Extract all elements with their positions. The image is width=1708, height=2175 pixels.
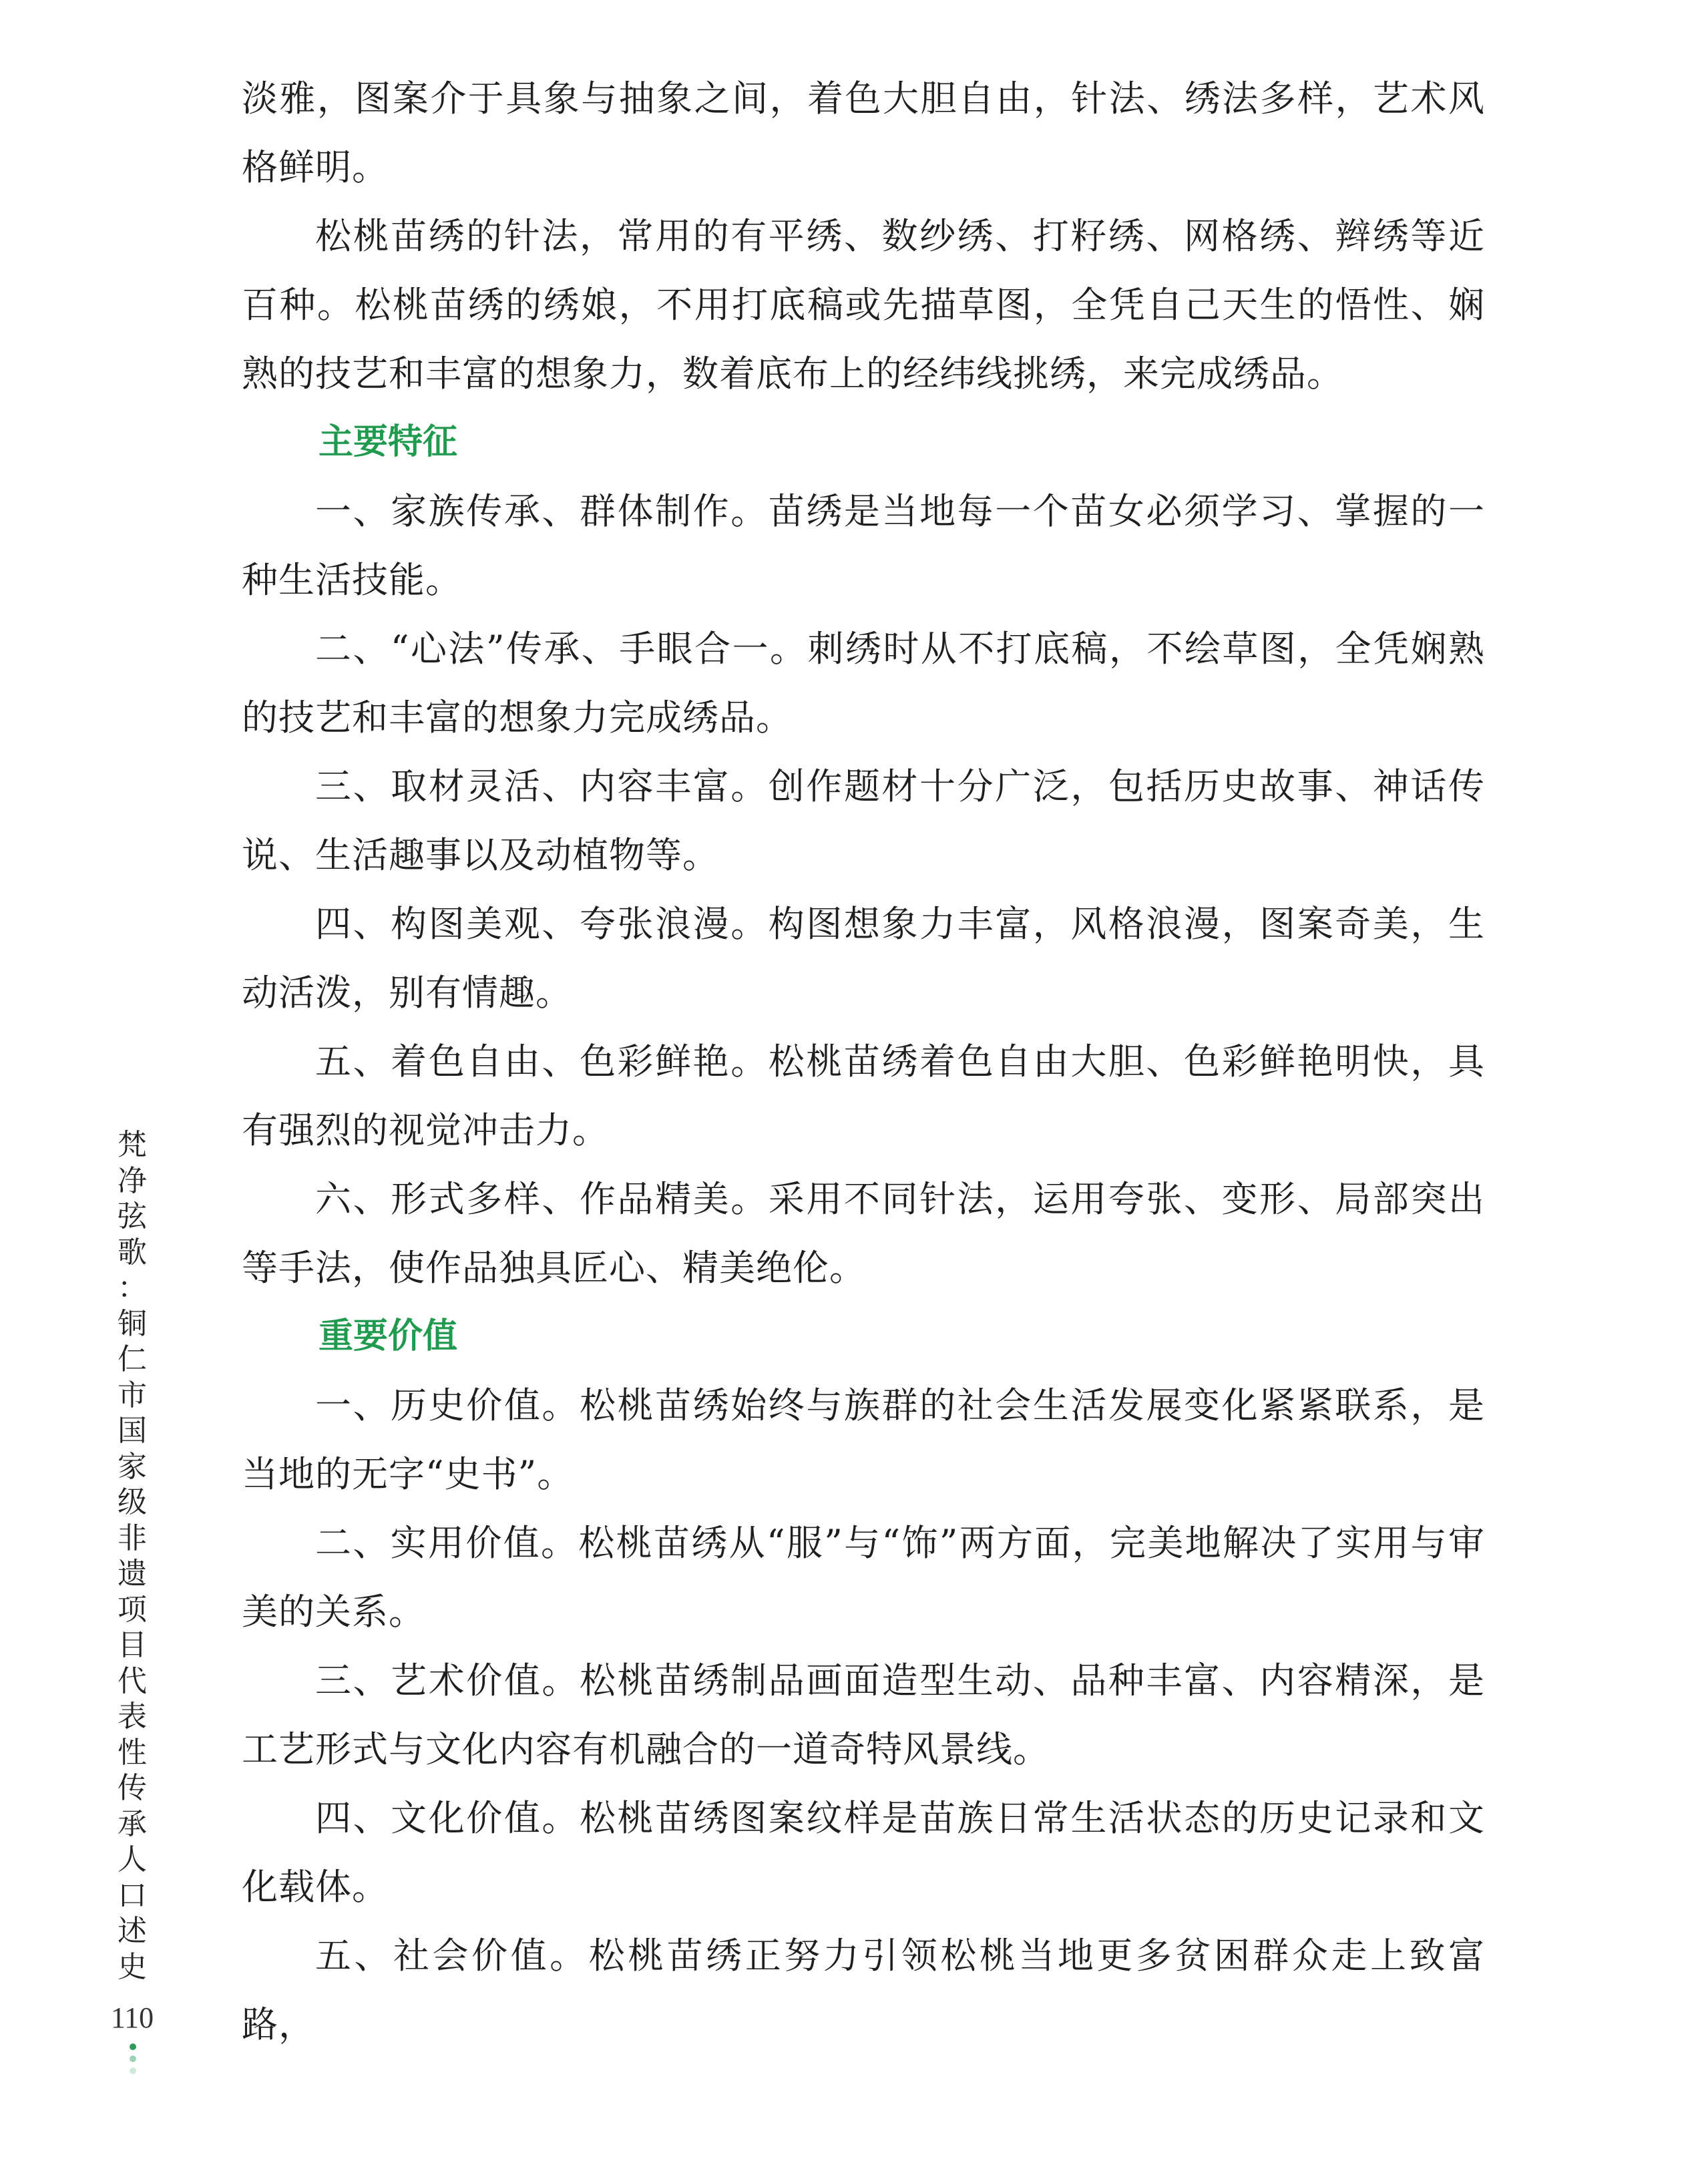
body-paragraph: 五、社会价值。松桃苗绣正努力引领松桃当地更多贫困群众走上致富路， <box>242 1935 1485 2045</box>
side-title-char: 级 <box>118 1485 147 1519</box>
side-title-char: 项 <box>118 1592 147 1627</box>
page-dot-2 <box>130 2055 136 2062</box>
side-title-char: 歌 <box>118 1235 147 1269</box>
section-heading: 主要特征 <box>318 422 458 462</box>
side-title-char: 代 <box>118 1663 147 1698</box>
section-heading: 重要价值 <box>318 1316 458 1356</box>
page-dot-1 <box>130 2043 136 2050</box>
page-content <box>242 64 1485 2059</box>
body-paragraph: 一、历史价值。松桃苗绣始终与族群的社会生活发展变化紧紧联系，是当地的无字“史书”。 <box>242 1384 1485 1495</box>
side-title-char: 家 <box>118 1449 147 1484</box>
body-paragraph: 三、艺术价值。松桃苗绣制品画面造型生动、品种丰富、内容精深，是工艺形式与文化内容有机融合的一道奇特风景线。 <box>242 1659 1485 1770</box>
side-title-char: 市 <box>118 1378 147 1412</box>
body-paragraph: 四、构图美观、夸张浪漫。构图想象力丰富，风格浪漫，图案奇美，生动活泼，别有情趣。 <box>242 903 1485 1014</box>
body-paragraph: 一、家族传承、群体制作。苗绣是当地每一个苗女必须学习、掌握的一种生活技能。 <box>242 490 1485 601</box>
side-title-char: 表 <box>118 1700 147 1734</box>
side-title-char: 人 <box>118 1842 147 1876</box>
body-paragraph: 四、文化价值。松桃苗绣图案纹样是苗族日常生活状态的历史记录和文化载体。 <box>242 1797 1485 1908</box>
page-number: 110 <box>110 2001 154 2034</box>
side-title-char: ： <box>118 1271 147 1305</box>
body-paragraph: 三、取材灵活、内容丰富。创作题材十分广泛，包括历史故事、神话传说、生活趣事以及动植物等。 <box>242 765 1485 876</box>
side-title-char: 承 <box>118 1806 147 1841</box>
side-title-char: 遗 <box>118 1557 147 1591</box>
body-paragraph: 淡雅，图案介于具象与抽象之间，着色大胆自由，针法、绣法多样，艺术风格鲜明。 <box>242 77 1485 188</box>
side-title-char: 性 <box>118 1735 147 1770</box>
side-title-char: 国 <box>118 1414 147 1448</box>
page-dot-3 <box>130 2067 136 2074</box>
side-title-char: 传 <box>118 1771 147 1805</box>
side-title-char: 非 <box>118 1521 147 1555</box>
side-title-char: 仁 <box>118 1342 147 1376</box>
side-title-char: 弦 <box>118 1199 147 1233</box>
body-paragraph: 二、实用价值。松桃苗绣从“服”与“饰”两方面，完美地解决了实用与审美的关系。 <box>242 1522 1485 1633</box>
body-paragraph: 松桃苗绣的针法，常用的有平绣、数纱绣、打籽绣、网格绣、辫绣等近百种。松桃苗绣的绣娘，不用打底稿或先描草图，全凭自己天生的悟性、娴熟的技艺和丰富的想象力，数着底布上的经纬线挑绣，来完成绣品。 <box>242 215 1485 395</box>
side-title-char: 述 <box>118 1914 147 1948</box>
side-title-char: 目 <box>118 1628 147 1662</box>
body-paragraph: 五、着色自由、色彩鲜艳。松桃苗绣着色自由大胆、色彩鲜艳明快，具有强烈的视觉冲击力。 <box>242 1040 1485 1151</box>
side-title-char: 铜 <box>118 1306 147 1341</box>
side-title-char: 史 <box>118 1949 147 1984</box>
side-title-char: 梵 <box>118 1128 147 1162</box>
body-paragraph: 二、“心法”传承、手眼合一。刺绣时从不打底稿，不绘草图，全凭娴熟的技艺和丰富的想象力完成绣品。 <box>242 628 1485 739</box>
body-paragraph: 六、形式多样、作品精美。采用不同针法，运用夸张、变形、局部突出等手法，使作品独具匠心、精美绝伦。 <box>242 1178 1485 1289</box>
side-title-char: 口 <box>118 1878 147 1913</box>
side-book-title <box>115 1127 150 1985</box>
side-title-char: 净 <box>118 1163 147 1198</box>
